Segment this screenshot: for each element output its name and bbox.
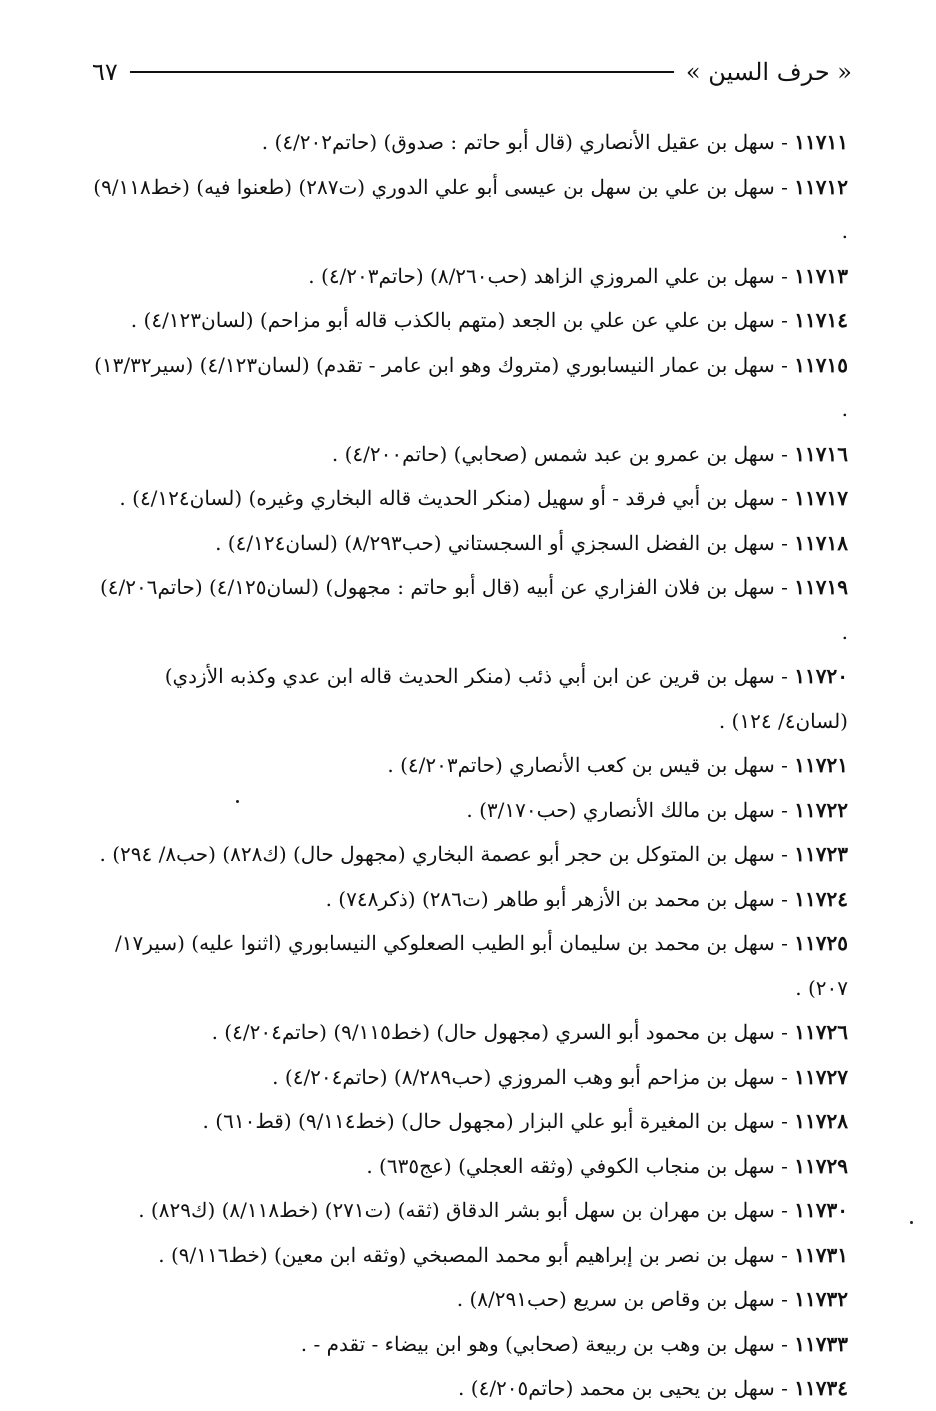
list-item: ١١٧٢٤ - سهل بن محمد بن الأزهر أبو طاهر (ت٢٨٦) (ذكر٧٤٨) . [325, 886, 848, 911]
entry-number: ١١٧٢٧ [794, 1064, 848, 1089]
page-header [92, 52, 852, 92]
entry-text: سهل بن محمود أبو السري (مجهول حال) (خط٩/١١٥) (حاتم٤/٢٠٤) . [211, 1020, 775, 1044]
list-item: ١١٧١٢ - سهل بن علي بن سهل بن عيسى أبو علي الدوري (ت٢٨٧) (طعنوا فيه) (خط٩/١١٨) . [93, 174, 848, 243]
entry-text: سهل بن مزاحم أبو وهب المروزي (حب٨/٢٨٩) (حاتم٤/٢٠٤) . [272, 1064, 775, 1089]
list-item: ١١٧١٤ - سهل بن علي عن علي بن الجعد (متهم بالكذب قاله أبو مزاحم) (لسان٤/١٢٣) . [130, 308, 848, 332]
entry-number: ١١٧٣١ [794, 1242, 848, 1267]
entry-number: ١١٧١٣ [794, 263, 848, 288]
entry-text: سهل بن عمرو بن عبد شمس (صحابي) (حاتم٤/٢٠٠) . [331, 441, 775, 466]
list-item: ١١٧٣٢ - سهل بن وقاص بن سريع (حب٨/٢٩١) . [456, 1287, 848, 1311]
list-item: ١١٧٢٣ - سهل بن المتوكل بن حجر أبو عصمة البخاري (مجهول حال) (ك٨٢٨) (حب٨/ ٢٩٤) . [99, 842, 848, 866]
entry-text: سهل بن محمد بن سليمان أبو الطيب الصعلوكي النيسابوري (اثنوا عليه) (سير١٧/ ٢٠٧) . [115, 931, 848, 1000]
entry-text: سهل بن عقيل الأنصاري (قال أبو حاتم : صدوق) (حاتم٤/٢٠٢) . [261, 130, 775, 154]
chapter-title: « حرف السين » [685, 58, 852, 86]
entry-number: ١١٧١٤ [794, 308, 848, 332]
entry-text: سهل بن علي عن علي بن الجعد (متهم بالكذب قاله أبو مزاحم) (لسان٤/١٢٣) . [130, 308, 775, 332]
list-item: ١١٧١٧ - سهل بن أبي فرقد - أو سهيل (منكر الحديث قاله البخاري وغيره) (لسان٤/١٢٤) . [119, 486, 848, 510]
list-item: ١١٧٢٧ - سهل بن مزاحم أبو وهب المروزي (حب٨/٢٨٩) (حاتم٤/٢٠٤) . [272, 1064, 848, 1089]
list-item: ١١٧١٨ - سهل بن الفضل السجزي أو السجستاني (حب٨/٢٩٣) (لسان٤/١٢٤) . [215, 530, 848, 555]
entry-number: ١١٧٢٠ [794, 664, 848, 688]
entry-number: ١١٧٢٨ [794, 1109, 848, 1133]
entry-number: ١١٧٢١ [794, 753, 848, 777]
entry-number: ١١٧٢٣ [794, 842, 848, 866]
page-number: ٦٧ [92, 58, 118, 86]
list-item: ١١٧٢٦ - سهل بن محمود أبو السري (مجهول حال) (خط٩/١١٥) (حاتم٤/٢٠٤) . [211, 1020, 848, 1044]
entry-text: سهل بن علي بن سهل بن عيسى أبو علي الدوري (ت٢٨٧) (طعنوا فيه) (خط٩/١١٨) . [93, 174, 848, 243]
entry-text: سهل بن نصر بن إبراهيم أبو محمد المصبخي (وثقه ابن معين) (خط٩/١١٦) . [158, 1242, 775, 1267]
speck-mark [236, 800, 239, 803]
list-item: ١١٧٣٣ - سهل بن وهب بن ربيعة (صحابي) وهو ابن بيضاء - تقدم - . [300, 1331, 848, 1356]
list-item: ١١٧٣١ - سهل بن نصر بن إبراهيم أبو محمد المصبخي (وثقه ابن معين) (خط٩/١١٦) . [158, 1242, 848, 1267]
entry-number: ١١٧١١ [794, 130, 848, 154]
speck-mark [910, 1221, 913, 1224]
entry-number: ١١٧٢٢ [794, 797, 848, 822]
list-item: ١١٧٢٩ - سهل بن منجاب الكوفي (وثقه العجلي) (عج٦٣٥) . [366, 1153, 848, 1178]
entry-list [90, 120, 848, 1411]
entry-text: سهل بن مالك الأنصاري (حب٣/١٧٠) . [466, 797, 775, 822]
entry-text: سهل بن المتوكل بن حجر أبو عصمة البخاري (مجهول حال) (ك٨٢٨) (حب٨/ ٢٩٤) . [99, 842, 775, 866]
entry-number: ١١٧١٥ [794, 352, 848, 377]
entry-text: سهل بن وهب بن ربيعة (صحابي) وهو ابن بيضاء - تقدم - . [300, 1331, 775, 1356]
list-item: ١١٧٣٠ - سهل بن مهران بن سهل أبو بشر الدقاق (ثقه) (ت٢٧١) (خط٨/١١٨) (ك٨٢٩) . [138, 1198, 848, 1222]
entry-text: سهل بن علي المروزي الزاهد (حب٨/٢٦٠) (حاتم٤/٢٠٣) . [308, 263, 775, 288]
entry-text: سهل بن المغيرة أبو علي البزار (مجهول حال) (خط٩/١١٤) (قط٦١٠) . [202, 1109, 775, 1133]
list-item: ١١٧٢١ - سهل بن قيس بن كعب الأنصاري (حاتم٤/٢٠٣) . [387, 753, 848, 777]
entry-number: ١١٧٣٠ [794, 1198, 848, 1222]
entry-number: ١١٧٢٤ [794, 886, 848, 911]
entry-number: ١١٧٢٥ [794, 931, 848, 955]
entry-text: سهل بن منجاب الكوفي (وثقه العجلي) (عج٦٣٥) . [366, 1153, 775, 1178]
entry-text: سهل بن قرين عن ابن أبي ذئب (منكر الحديث قاله ابن عدي وكذبه الأزدي) (لسان٤/ ١٢٤) . [164, 664, 848, 733]
entry-text: سهل بن قيس بن كعب الأنصاري (حاتم٤/٢٠٣) . [387, 753, 775, 777]
entry-text: سهل بن الفضل السجزي أو السجستاني (حب٨/٢٩٣) (لسان٤/١٢٤) . [215, 530, 775, 555]
entry-number: ١١٧١٧ [794, 486, 848, 510]
entry-number: ١١٧٣٤ [794, 1376, 848, 1400]
entry-number: ١١٧١٨ [794, 530, 848, 555]
entry-number: ١١٧٣٣ [794, 1331, 848, 1356]
entry-number: ١١٧١٩ [794, 575, 848, 599]
list-item: ١١٧١٣ - سهل بن علي المروزي الزاهد (حب٨/٢٦٠) (حاتم٤/٢٠٣) . [308, 263, 848, 288]
entry-number: ١١٧٣٢ [794, 1287, 848, 1311]
list-item: ١١٧١٩ - سهل بن فلان الفزاري عن أبيه (قال أبو حاتم : مجهول) (لسان٤/١٢٥) (حاتم٤/٢٠٦) . [99, 575, 848, 644]
entry-text: سهل بن أبي فرقد - أو سهيل (منكر الحديث قاله البخاري وغيره) (لسان٤/١٢٤) . [119, 486, 775, 510]
list-item: ١١٧٢٥ - سهل بن محمد بن سليمان أبو الطيب الصعلوكي النيسابوري (اثنوا عليه) (سير١٧/ ٢٠٧) . [115, 931, 848, 1000]
entry-number: ١١٧٢٦ [794, 1020, 848, 1044]
list-item: ١١٧٢٨ - سهل بن المغيرة أبو علي البزار (مجهول حال) (خط٩/١١٤) (قط٦١٠) . [202, 1109, 848, 1133]
list-item: ١١٧٢٠ - سهل بن قرين عن ابن أبي ذئب (منكر الحديث قاله ابن عدي وكذبه الأزدي) (لسان٤/ ١٢٤) . [164, 664, 848, 733]
list-item: ١١٧٣٤ - سهل بن يحيى بن محمد (حاتم٤/٢٠٥) . [458, 1376, 848, 1400]
entry-number: ١١٧٢٩ [794, 1153, 848, 1178]
entry-text: سهل بن وقاص بن سريع (حب٨/٢٩١) . [456, 1287, 775, 1311]
entry-text: سهل بن محمد بن الأزهر أبو طاهر (ت٢٨٦) (ذكر٧٤٨) . [325, 886, 775, 911]
entry-text: سهل بن مهران بن سهل أبو بشر الدقاق (ثقه) (ت٢٧١) (خط٨/١١٨) (ك٨٢٩) . [138, 1198, 775, 1222]
list-item: ١١٧١٥ - سهل بن عمار النيسابوري (متروك وهو ابن عامر - تقدم) (لسان٤/١٢٣) (سير١٣/٣٢) . [94, 352, 848, 421]
list-item: ١١٧١١ - سهل بن عقيل الأنصاري (قال أبو حاتم : صدوق) (حاتم٤/٢٠٢) . [261, 130, 848, 154]
list-item: ١١٧١٦ - سهل بن عمرو بن عبد شمس (صحابي) (حاتم٤/٢٠٠) . [331, 441, 848, 466]
entry-number: ١١٧١٢ [794, 174, 848, 199]
header-rule [130, 71, 674, 73]
list-item: ١١٧٢٢ - سهل بن مالك الأنصاري (حب٣/١٧٠) . [466, 797, 848, 822]
entry-text: سهل بن عمار النيسابوري (متروك وهو ابن عامر - تقدم) (لسان٤/١٢٣) (سير١٣/٣٢) . [94, 352, 848, 421]
entry-number: ١١٧١٦ [794, 441, 848, 466]
entry-text: سهل بن يحيى بن محمد (حاتم٤/٢٠٥) . [458, 1376, 775, 1400]
entry-text: سهل بن فلان الفزاري عن أبيه (قال أبو حاتم : مجهول) (لسان٤/١٢٥) (حاتم٤/٢٠٦) . [99, 575, 848, 644]
